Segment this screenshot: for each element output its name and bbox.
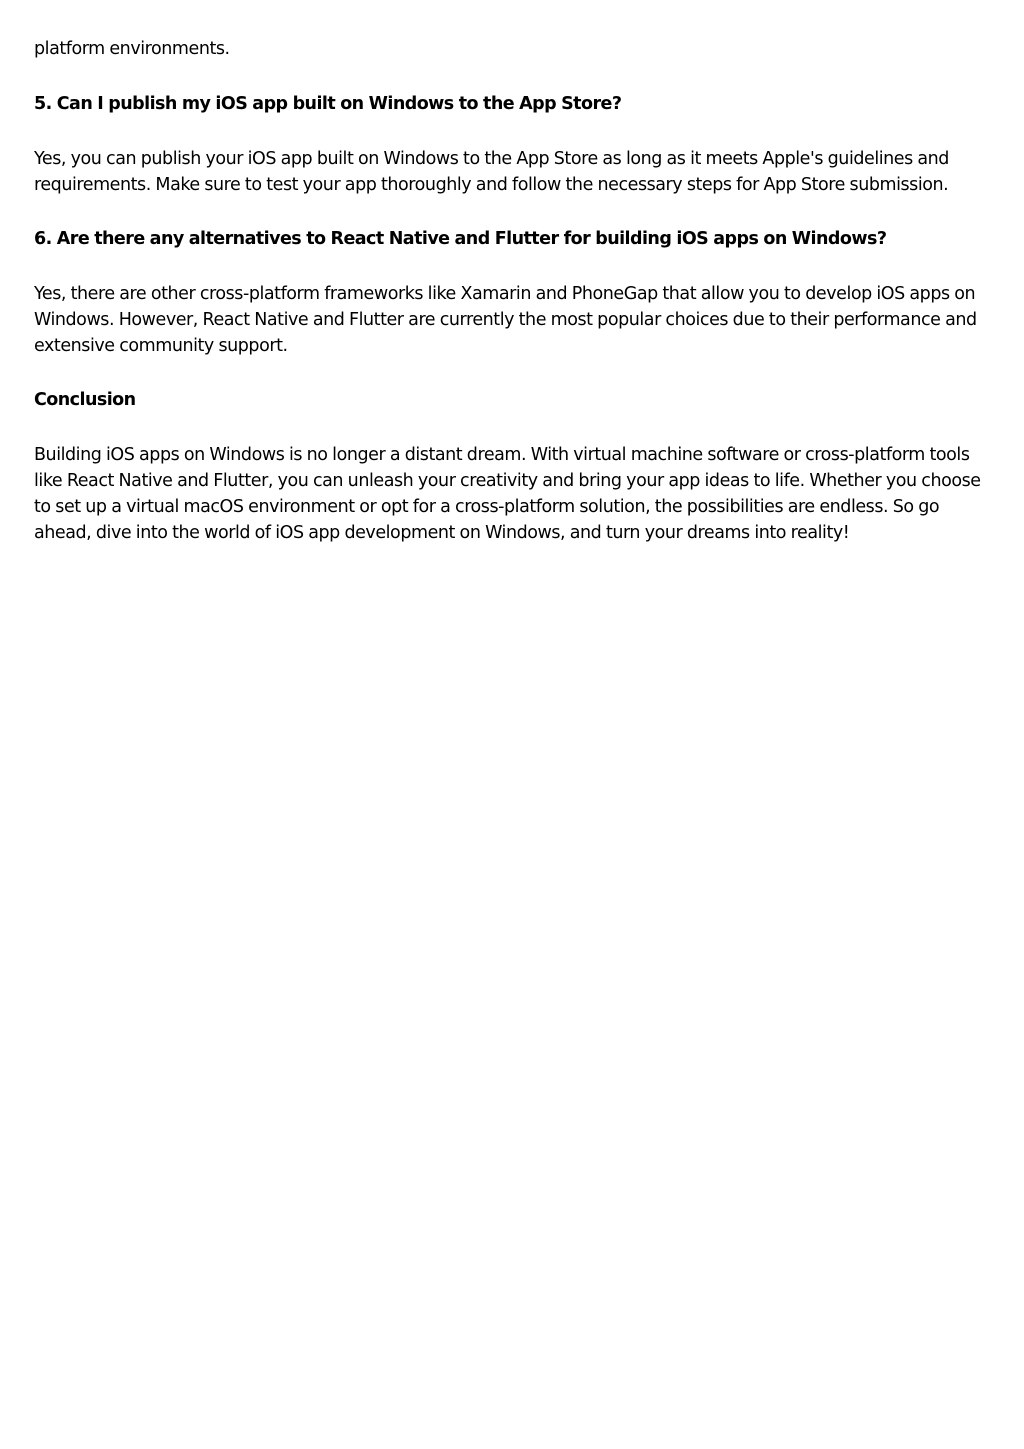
faq-question-5: 5. Can I publish my iOS app built on Windows to the App Store?	[34, 94, 622, 114]
faq-answer-6: Yes, there are other cross-platform frameworks like Xamarin and PhoneGap that allow you to develop iOS apps on Windows. However, React Native and Flutter are currently the most popular choices due to their performance and extensive community support.	[34, 284, 977, 356]
continued-paragraph: platform environments.	[34, 39, 230, 59]
faq-question-6: 6. Are there any alternatives to React Native and Flutter for building iOS apps on Windows?	[34, 229, 887, 249]
conclusion-heading: Conclusion	[34, 390, 136, 410]
conclusion-paragraph: Building iOS apps on Windows is no longer a distant dream. With virtual machine software or cross-platform tools like React Native and Flutter, you can unleash your creativity and bring your app ideas to life. Whether you choose to set up a virtual macOS environment or opt for a cross-platform solution, the possibilities are endless. So go ahead, dive into the world of iOS app development on Windows, and turn your dreams into reality!	[34, 445, 981, 543]
faq-answer-5: Yes, you can publish your iOS app built on Windows to the App Store as long as it meets Apple's guidelines and requirements. Make sure to test your app thoroughly and follow the necessary steps for App Store submission.	[34, 149, 949, 195]
